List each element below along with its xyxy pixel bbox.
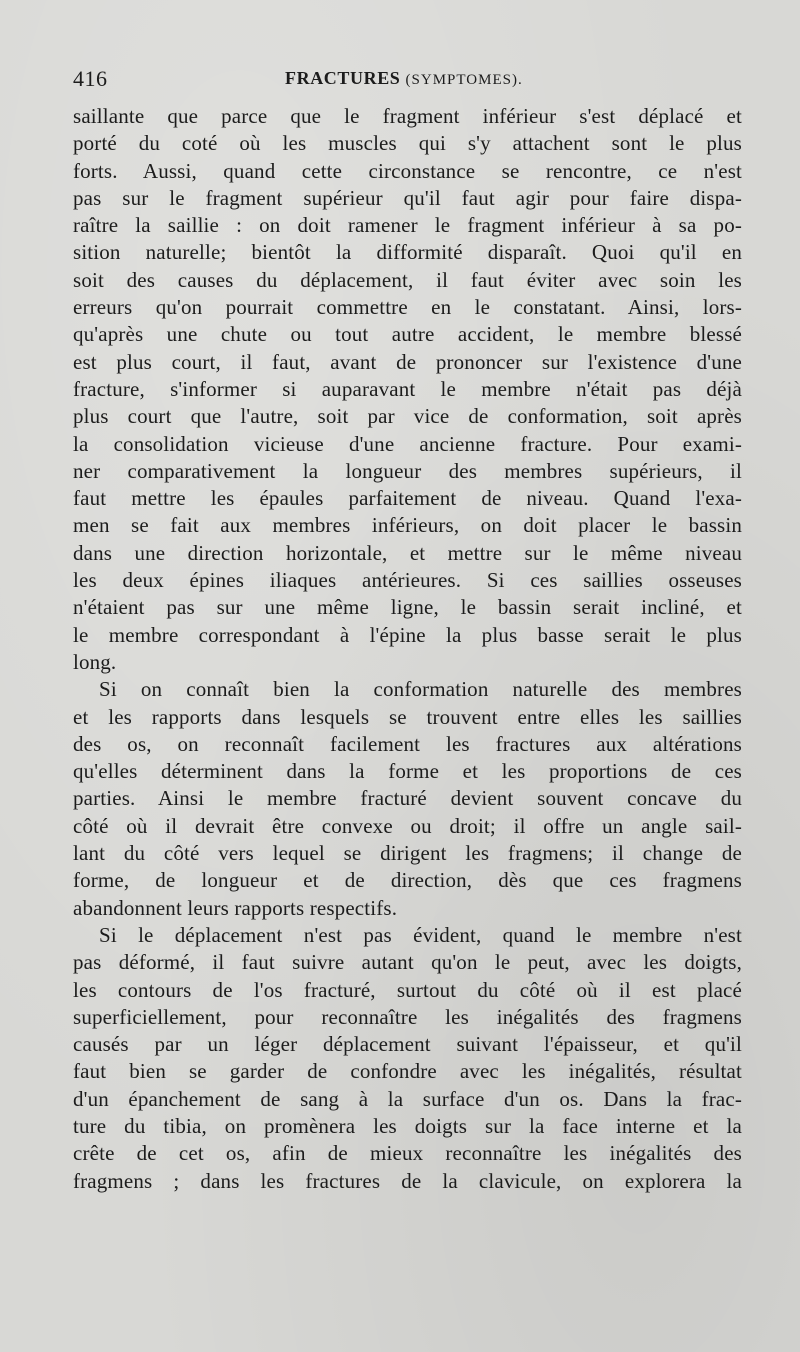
- text-line: forts. Aussi, quand cette circonstance se rencontre, ce n'est: [73, 158, 742, 183]
- text-line: d'un épanchement de sang à la surface d'un os. Dans la frac-: [73, 1086, 742, 1111]
- text-line: le membre correspondant à l'épine la plus basse serait le plus: [73, 622, 742, 647]
- text-line: fracture, s'informer si auparavant le membre n'était pas déjà: [73, 376, 742, 401]
- text-line: n'étaient pas sur une même ligne, le bassin serait incliné, et: [73, 595, 742, 620]
- text-line: soit des causes du déplacement, il faut éviter avec soin les: [73, 267, 742, 292]
- text-line: erreurs qu'on pourrait commettre en le constatant. Ainsi, lors-: [73, 295, 742, 320]
- text-line: raître la saillie : on doit ramener le fragment inférieur à sa po-: [73, 213, 742, 238]
- text-line: des os, on reconnaît facilement les fractures aux altérations: [73, 731, 742, 756]
- text-line: saillante que parce que le fragment inférieur s'est déplacé et: [73, 104, 742, 128]
- text-line: dans une direction horizontale, et mettre sur le même niveau: [73, 540, 742, 565]
- text-line: porté du coté où les muscles qui s'y attachent sont le plus: [73, 131, 742, 156]
- text-line: ner comparativement la longueur des membres supérieurs, il: [73, 458, 742, 483]
- running-head-title: FRACTURES: [285, 68, 401, 88]
- page-number: 416: [73, 66, 108, 91]
- page-header: [73, 66, 741, 96]
- text-line: qu'elles déterminent dans la forme et les proportions de ces: [73, 759, 742, 784]
- text-line: côté où il devrait être convexe ou droit; il offre un angle sail-: [73, 813, 742, 838]
- running-head-subtitle: (SYMPTOMES).: [405, 72, 523, 88]
- text-line: abandonnent leurs rapports respectifs.: [73, 895, 398, 920]
- text-line: qu'après une chute ou tout autre accident, le membre blessé: [73, 322, 742, 347]
- text-line: forme, de longueur et de direction, dès que ces fragmens: [73, 868, 742, 893]
- text-line: long.: [73, 649, 117, 674]
- text-line: les contours de l'os fracturé, surtout du côté où il est placé: [73, 977, 742, 1002]
- text-line: sition naturelle; bientôt la difformité disparaît. Quoi qu'il en: [73, 240, 742, 265]
- text-line: la consolidation vicieuse d'une ancienne fracture. Pour exami-: [73, 431, 742, 456]
- text-line: Si le déplacement n'est pas évident, quand le membre n'est: [99, 922, 742, 947]
- text-line: et les rapports dans lesquels se trouvent entre elles les saillies: [73, 704, 742, 729]
- text-line: causés par un léger déplacement suivant l'épaisseur, et qu'il: [73, 1032, 742, 1057]
- text-line: parties. Ainsi le membre fracturé devient souvent concave du: [73, 786, 742, 811]
- text-line: plus court que l'autre, soit par vice de conformation, soit après: [73, 404, 742, 429]
- running-head: [285, 68, 523, 89]
- text-line: pas déformé, il faut suivre autant qu'on le peut, avec les doigts,: [73, 950, 742, 975]
- text-line: Si on connaît bien la conformation naturelle des membres: [99, 677, 742, 702]
- body-text: [73, 103, 742, 1195]
- text-line: superficiellement, pour reconnaître les inégalités des fragmens: [73, 1004, 742, 1029]
- text-line: ture du tibia, on promènera les doigts sur la face interne et la: [73, 1113, 742, 1138]
- text-line: lant du côté vers lequel se dirigent les fragmens; il change de: [73, 841, 742, 866]
- text-line: men se fait aux membres inférieurs, on doit placer le bassin: [73, 513, 742, 538]
- text-line: est plus court, il faut, avant de prononcer sur l'existence d'une: [73, 349, 742, 374]
- text-line: faut bien se garder de confondre avec les inégalités, résultat: [73, 1059, 742, 1084]
- text-line: les deux épines iliaques antérieures. Si ces saillies osseuses: [73, 568, 742, 593]
- text-line: crête de cet os, afin de mieux reconnaître les inégalités des: [73, 1141, 742, 1166]
- text-line: faut mettre les épaules parfaitement de niveau. Quand l'exa-: [73, 486, 742, 511]
- text-line: fragmens ; dans les fractures de la clavicule, on explorera la: [73, 1168, 742, 1193]
- text-line: pas sur le fragment supérieur qu'il faut agir pour faire dispa-: [73, 185, 742, 210]
